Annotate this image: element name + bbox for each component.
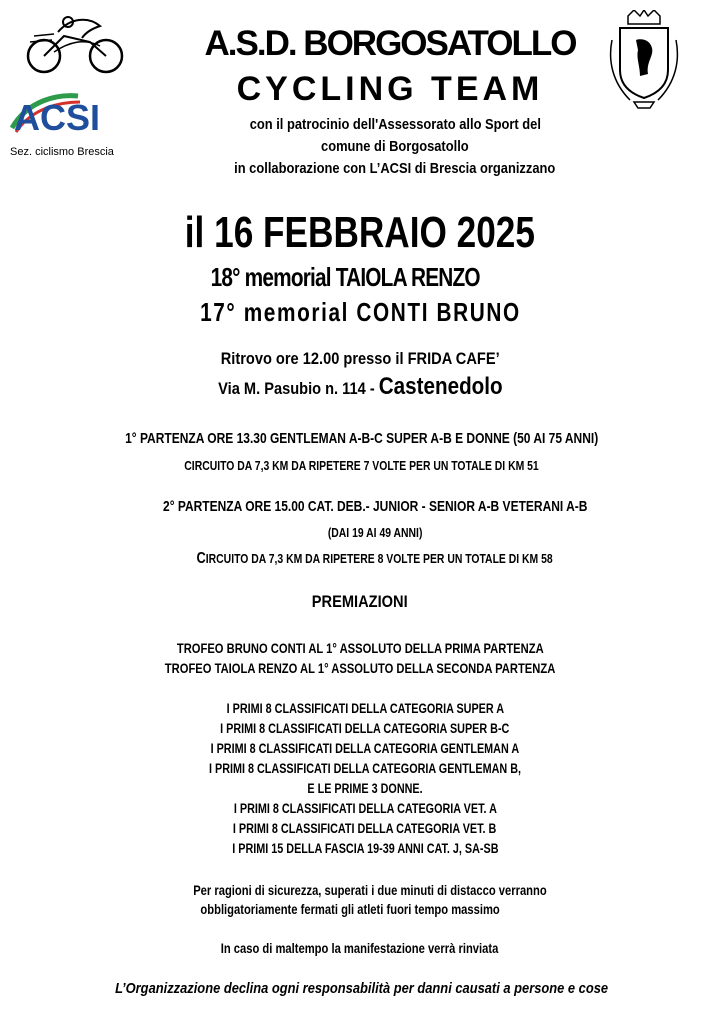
classification-item: I PRIMI 15 DELLA FASCIA 19-39 ANNI CAT. J, SA-SB: [231, 841, 499, 856]
disclaimer: L’Organizzazione declina ogni responsabilità per danni causati a persone e cose: [115, 980, 609, 997]
safety-note-1: Per ragioni di sicurezza, superati i due minuti di distacco verranno: [193, 882, 547, 898]
trophy-1: TROFEO BRUNO CONTI AL 1° ASSOLUTO DELLA PRIMA PARTENZA: [176, 640, 544, 656]
classification-item: I PRIMI 8 CLASSIFICATI DELLA CATEGORIA VET. A: [233, 801, 497, 816]
memorial-1: 18° memorial TAIOLA RENZO: [210, 262, 480, 292]
meeting-point: Ritrovo ore 12.00 presso il FRIDA CAFE’: [220, 349, 500, 368]
weather-note: In caso di maltempo la manifestazione verrà rinviata: [221, 940, 499, 956]
acsi-logo-text: ACSI: [14, 97, 101, 138]
address: [130, 373, 590, 401]
classification-item: I PRIMI 8 CLASSIFICATI DELLA CATEGORIA GENTLEMAN B,: [209, 761, 521, 776]
acsi-logo: [8, 90, 116, 140]
first-start: 1° PARTENZA ORE 13.30 GENTLEMAN A-B-C SUPER A-B E DONNE (50 AI 75 ANNI): [125, 430, 599, 447]
patronage-line-1: con il patrocinio dell'Assessorato allo Sport del: [249, 116, 541, 133]
second-start-circuit: CIRCUITO DA 7,3 KM DA RIPETERE 8 VOLTE PER UN TOTALE DI KM 58: [196, 550, 554, 567]
classification-item: I PRIMI 8 CLASSIFICATI DELLA CATEGORIA VET. B: [233, 821, 497, 836]
patronage-line-2: comune di Borgosatollo: [321, 138, 469, 155]
awards-heading: PREMIAZIONI: [312, 592, 408, 611]
address-street: Via M. Pasubio n. 114 -: [217, 379, 375, 398]
municipal-crest-icon: [606, 10, 682, 110]
safety-note-2: obbligatoriamente fermati gli atleti fuori tempo massimo: [200, 901, 500, 917]
classification-item: I PRIMI 8 CLASSIFICATI DELLA CATEGORIA GENTLEMAN A: [210, 741, 520, 756]
second-start: 2° PARTENZA ORE 15.00 CAT. DEB.- JUNIOR - SENIOR A-B VETERANI A-B: [162, 498, 588, 515]
patronage-line-3: in collaborazione con L’ACSI di Brescia organizzano: [234, 160, 556, 177]
trophy-2: TROFEO TAIOLA RENZO AL 1° ASSOLUTO DELLA SECONDA PARTENZA: [164, 660, 556, 676]
classification-item: E LE PRIME 3 DONNE.: [307, 781, 423, 796]
club-title: A.S.D. BORGOSATOLLO: [204, 24, 576, 63]
club-subtitle: CYCLING TEAM: [236, 70, 544, 108]
first-start-circuit: CIRCUITO DA 7,3 KM DA RIPETERE 7 VOLTE PER UN TOTALE DI KM 51: [184, 458, 540, 473]
second-start-ages: (DAI 19 AI 49 ANNI): [327, 525, 423, 540]
classification-item: I PRIMI 8 CLASSIFICATI DELLA CATEGORIA SUPER A: [226, 701, 504, 716]
acsi-section-label: Sez. ciclismo Brescia: [10, 146, 114, 158]
classification-item: I PRIMI 8 CLASSIFICATI DELLA CATEGORIA SUPER B-C: [220, 721, 510, 736]
memorial-2: 17° memorial CONTI BRUNO: [199, 297, 521, 327]
cyclist-icon: [24, 12, 128, 76]
address-town: Castenedolo: [378, 373, 503, 400]
event-date: il 16 FEBBRAIO 2025: [184, 208, 536, 257]
